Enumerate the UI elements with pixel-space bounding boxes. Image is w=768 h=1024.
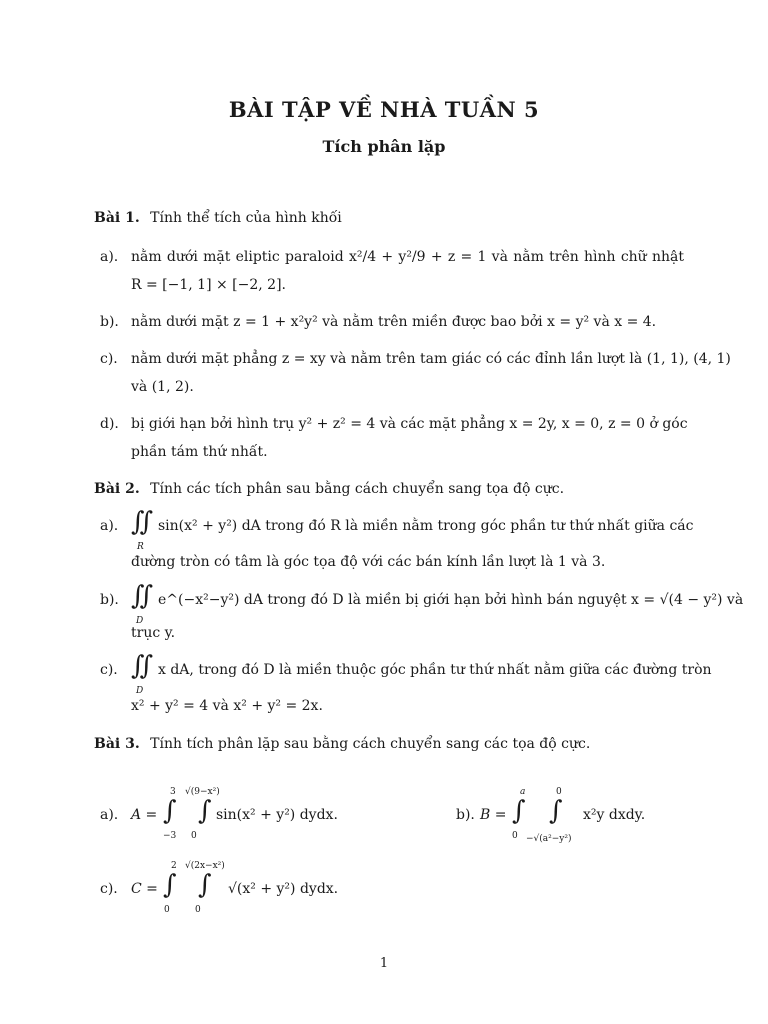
- integral-sign: ∫: [198, 870, 212, 900]
- double-integral-sign: ∬: [131, 581, 154, 611]
- page-title: BÀI TẬP VỀ NHÀ TUẦN 5: [228, 97, 540, 122]
- exercise-1-heading: Bài 1.: [94, 210, 140, 226]
- integral-sign: ∫: [163, 870, 177, 900]
- exercise-1d-line2: phần tám thứ nhất.: [131, 444, 268, 460]
- outer-upper-limit: a: [520, 787, 526, 797]
- exercise-3a-integrand: sin(x² + y²) dydx.: [216, 807, 338, 823]
- exercise-2-heading: Bài 2.: [94, 481, 140, 497]
- exercise-2b-line1: e^(−x²−y²) dA trong đó D là miền bị giới hạn bởi hình bán nguyệt x = √(4 − y²) và: [158, 592, 744, 608]
- exercise-2a-line2: đường tròn có tâm là góc tọa độ với các bán kính lần lượt là 1 và 3.: [131, 554, 606, 570]
- exercise-3b-integrand: x²y dxdy.: [583, 807, 646, 823]
- inner-lower-limit: −√(a²−y²): [526, 834, 572, 844]
- exercise-1: [94, 209, 342, 227]
- inner-upper-limit: √(9−x²): [185, 787, 220, 797]
- integral-sign: ∫: [163, 796, 177, 826]
- exercise-1b-label: b).: [100, 314, 119, 330]
- inner-upper-limit: √(2x−x²): [185, 861, 225, 871]
- outer-upper-limit: 3: [170, 787, 176, 797]
- exercise-3b-label: b).: [456, 807, 475, 823]
- double-integral-sign: ∬: [131, 651, 154, 681]
- exercise-1d-label: d).: [100, 416, 119, 432]
- exercise-2c-line1: x dA, trong đó D là miền thuộc góc phần tư thứ nhất nằm giữa các đường tròn: [158, 662, 712, 678]
- exercise-3a-lhs: A =: [131, 807, 158, 823]
- outer-upper-limit: 2: [171, 861, 177, 871]
- exercise-2c-line2: x² + y² = 4 và x² + y² = 2x.: [131, 698, 323, 714]
- inner-lower-limit: 0: [191, 831, 197, 841]
- double-integral-sign: ∬: [131, 507, 154, 537]
- exercise-3c-lhs: C =: [131, 881, 158, 897]
- exercise-3c-label: c).: [100, 881, 118, 897]
- exercise-3a-label: a).: [100, 807, 119, 823]
- integral-region-label: D: [136, 616, 144, 626]
- integral-sign: ∫: [198, 796, 212, 826]
- integral-region-label: R: [137, 542, 144, 552]
- integral-sign: ∫: [549, 796, 563, 826]
- exercise-2b-line2: trục y.: [131, 625, 176, 641]
- page-subtitle: Tích phân lặp: [322, 137, 446, 156]
- outer-lower-limit: 0: [512, 831, 518, 841]
- exercise-2b-label: b).: [100, 592, 119, 608]
- exercise-1b-line1: nằm dưới mặt z = 1 + x²y² và nằm trên miền được bao bởi x = y² và x = 4.: [131, 314, 657, 330]
- inner-lower-limit: 0: [195, 905, 201, 915]
- exercise-1c-label: c).: [100, 351, 118, 367]
- outer-lower-limit: −3: [163, 831, 177, 841]
- exercise-1d-line1: bị giới hạn bởi hình trụ y² + z² = 4 và các mặt phẳng x = 2y, x = 0, z = 0 ở góc: [131, 416, 688, 432]
- integral-region-label: D: [136, 686, 144, 696]
- inner-upper-limit: 0: [556, 787, 562, 797]
- exercise-2c-label: c).: [100, 662, 118, 678]
- exercise-1c-line2: và (1, 2).: [131, 379, 194, 395]
- exercise-1a-label: a).: [100, 249, 119, 265]
- exercise-1a-line1: nằm dưới mặt eliptic paraloid x²/4 + y²/9 + z = 1 và nằm trên hình chữ nhật: [131, 249, 684, 265]
- integral-sign: ∫: [512, 796, 526, 826]
- exercise-3-text: Tính tích phân lặp sau bằng cách chuyển sang các tọa độ cực.: [150, 736, 591, 752]
- exercise-2a-label: a).: [100, 518, 119, 534]
- exercise-3c-integrand: √(x² + y²) dydx.: [228, 881, 339, 897]
- outer-lower-limit: 0: [164, 905, 170, 915]
- exercise-1a-line2: R = [−1, 1] × [−2, 2].: [131, 277, 286, 293]
- exercise-2a-line1: sin(x² + y²) dA trong đó R là miền nằm trong góc phần tư thứ nhất giữa các: [158, 518, 694, 534]
- page-number: 1: [379, 956, 389, 971]
- exercise-3b-lhs: B =: [480, 807, 507, 823]
- exercise-3-heading: Bài 3.: [94, 736, 140, 752]
- exercise-1-text: Tính thể tích của hình khối: [150, 210, 342, 226]
- exercise-1c-line1: nằm dưới mặt phẳng z = xy và nằm trên tam giác có các đỉnh lần lượt là (1, 1), (4, 1): [131, 351, 731, 367]
- exercise-2-text: Tính các tích phân sau bằng cách chuyển sang tọa độ cực.: [150, 481, 565, 497]
- exercise-3: [94, 735, 590, 753]
- exercise-2: [94, 480, 564, 498]
